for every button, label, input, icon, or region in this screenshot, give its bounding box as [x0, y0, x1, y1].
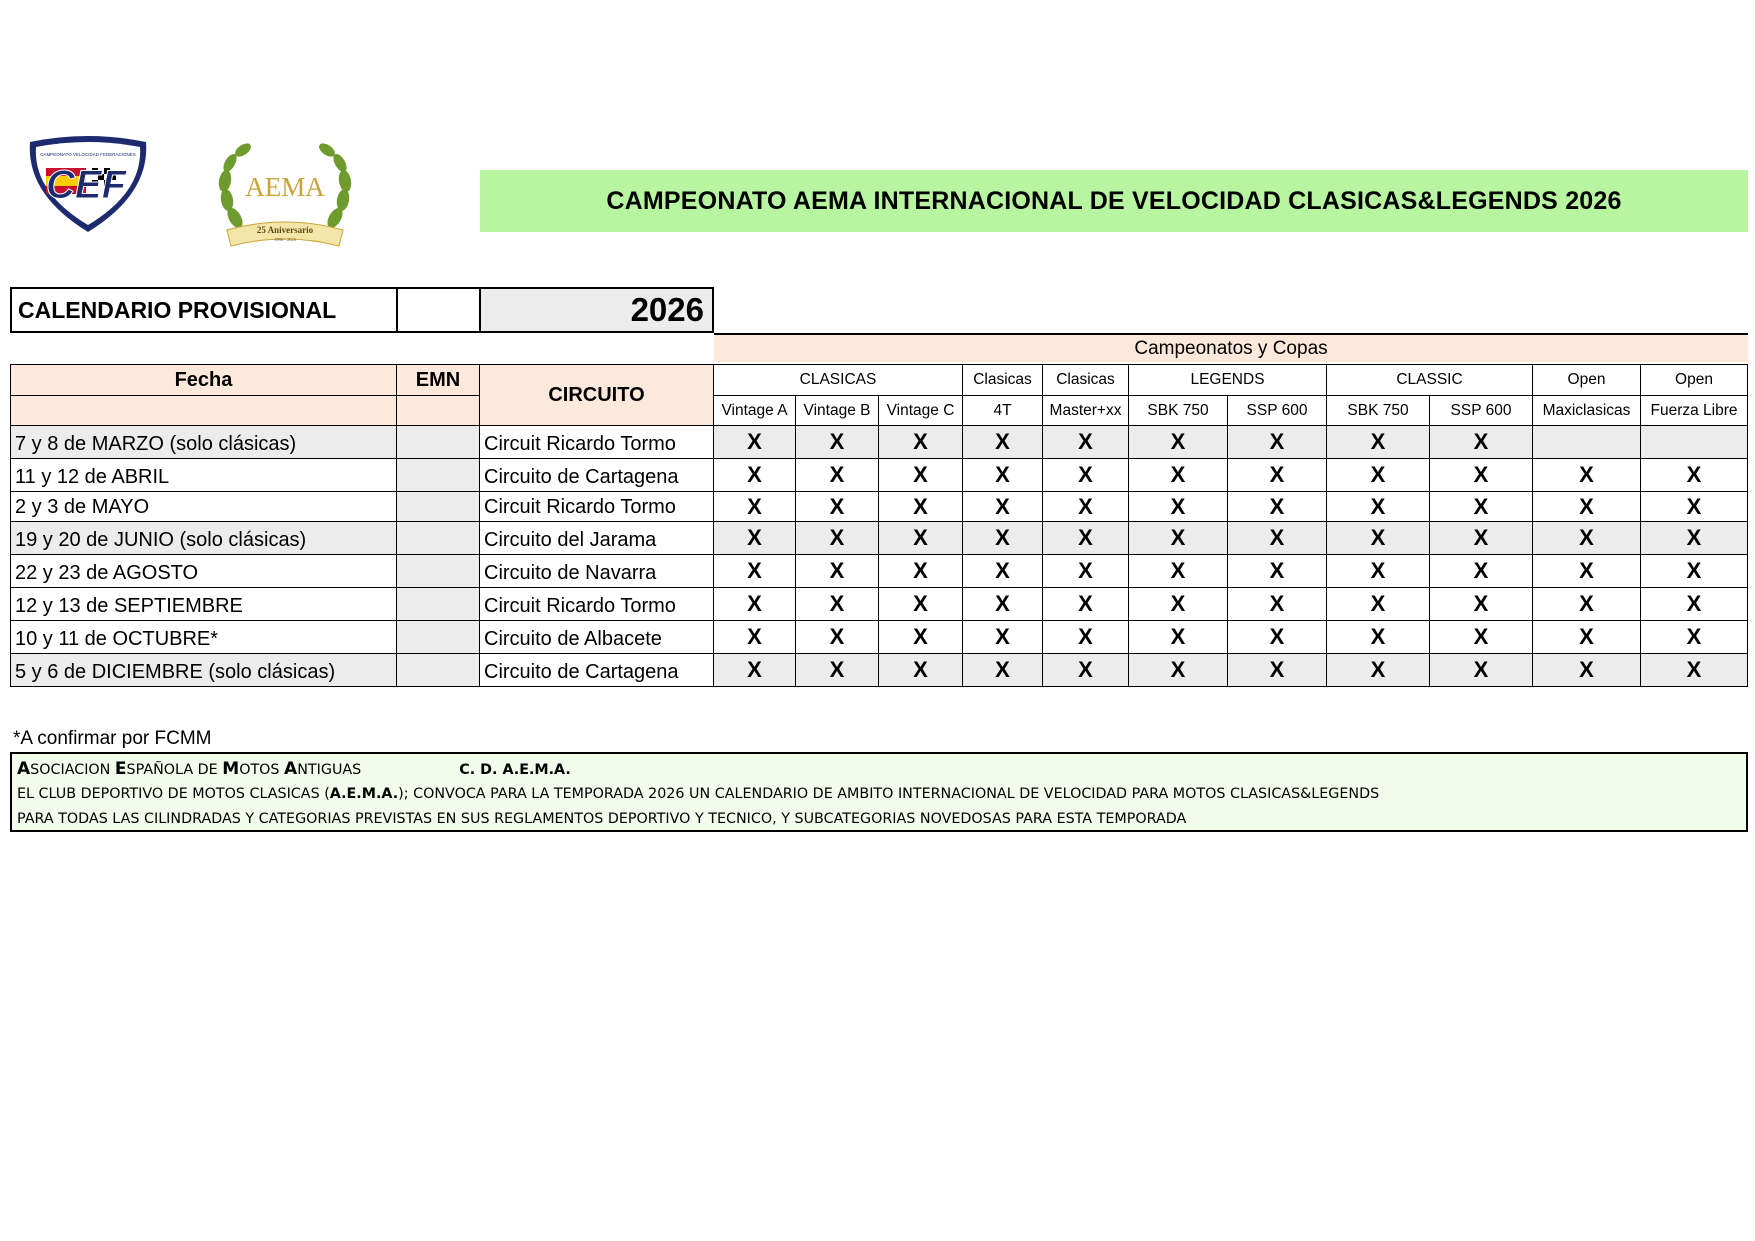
cell-mark: X	[963, 555, 1043, 588]
cell-mark: X	[1641, 588, 1748, 621]
cell-mark: X	[1430, 588, 1533, 621]
col-header-fecha: Fecha	[11, 365, 397, 396]
table-row	[11, 459, 1748, 492]
cef-logo	[22, 134, 154, 236]
cell-mark: X	[1129, 459, 1228, 492]
org-name-rest: SOCIACION	[30, 762, 115, 778]
cell-mark: X	[1641, 654, 1748, 687]
footnote: *A confirmar por FCMM	[13, 728, 212, 749]
org-name-initial: A	[284, 759, 298, 779]
cell-mark: X	[1533, 555, 1641, 588]
cell-mark: X	[796, 621, 879, 654]
cell-mark: X	[1641, 621, 1748, 654]
championships-header: Campeonatos y Copas	[714, 333, 1748, 362]
cell-mark	[1533, 426, 1641, 459]
group-header-clasicas: CLASICAS	[714, 365, 963, 396]
col-header-circuito: CIRCUITO	[480, 365, 714, 426]
cell-mark: X	[1327, 555, 1430, 588]
group-header-clasicas-master: Clasicas	[1043, 365, 1129, 396]
org-name-initial: E	[114, 759, 127, 779]
cell-mark: X	[714, 654, 796, 687]
category-header: SBK 750	[1129, 396, 1228, 426]
cell-mark: X	[796, 492, 879, 522]
cell-mark: X	[796, 654, 879, 687]
table-row	[11, 555, 1748, 588]
category-header: SSP 600	[1228, 396, 1327, 426]
aema-info-line-2	[17, 782, 1741, 807]
cell-mark: X	[1228, 654, 1327, 687]
cell-mark: X	[1430, 492, 1533, 522]
cell-mark: X	[879, 492, 963, 522]
calendar-year: 2026	[479, 287, 714, 333]
cell-mark: X	[796, 555, 879, 588]
cell-mark: X	[1641, 522, 1748, 555]
cell-mark: X	[1043, 555, 1129, 588]
cell-emn	[397, 555, 480, 588]
cell-mark: X	[1430, 459, 1533, 492]
org-name-initial: A	[17, 759, 31, 779]
cell-fecha: 12 y 13 de SEPTIEMBRE	[11, 588, 397, 621]
cell-fecha: 11 y 12 de ABRIL	[11, 459, 397, 492]
cell-circuito: Circuito de Albacete	[480, 621, 714, 654]
category-header: Maxiclasicas	[1533, 396, 1641, 426]
cell-mark: X	[1641, 555, 1748, 588]
cell-mark: X	[1228, 492, 1327, 522]
cell-mark: X	[796, 588, 879, 621]
cell-mark: X	[1327, 522, 1430, 555]
cell-fecha: 22 y 23 de AGOSTO	[11, 555, 397, 588]
cell-mark: X	[1129, 492, 1228, 522]
cell-circuito: Circuit Ricardo Tormo	[480, 492, 714, 522]
category-header: SSP 600	[1430, 396, 1533, 426]
calendar-label: CALENDARIO PROVISIONAL	[10, 287, 398, 333]
cell-mark: X	[879, 522, 963, 555]
cell-mark: X	[1043, 459, 1129, 492]
table-row	[11, 621, 1748, 654]
cell-circuito: Circuit Ricardo Tormo	[480, 588, 714, 621]
cell-circuito: Circuito de Navarra	[480, 555, 714, 588]
cell-mark: X	[1533, 588, 1641, 621]
cell-mark: X	[963, 654, 1043, 687]
table-row	[11, 588, 1748, 621]
aema-info-line-3: PARA TODAS LAS CILINDRADAS Y CATEGORIAS PREVISTAS EN SUS REGLAMENTOS DEPORTIVO Y TECNICO, Y SUBCATEGORIAS NOVEDOSAS PARA ESTA TEMPORADA	[17, 811, 1187, 827]
cell-emn	[397, 492, 480, 522]
line2-post: ); CONVOCA PARA LA TEMPORADA 2026 UN CALENDARIO DE AMBITO INTERNACIONAL DE VELOCIDAD PARA MOTOS CLASICAS&LEGENDS	[398, 786, 1380, 802]
cell-mark: X	[1228, 555, 1327, 588]
group-header-clasicas-4t: Clasicas	[963, 365, 1043, 396]
col-header-emn-blank	[397, 396, 480, 426]
cell-mark: X	[1129, 654, 1228, 687]
category-header: Vintage A	[714, 396, 796, 426]
cell-mark: X	[714, 459, 796, 492]
calendar-table	[10, 364, 1748, 687]
cell-circuito: Circuito del Jarama	[480, 522, 714, 555]
cell-mark: X	[1129, 588, 1228, 621]
cell-mark: X	[1043, 621, 1129, 654]
cell-mark: X	[714, 621, 796, 654]
cell-emn	[397, 621, 480, 654]
cell-mark: X	[1129, 621, 1228, 654]
cell-mark: X	[1327, 654, 1430, 687]
cell-mark: X	[879, 621, 963, 654]
cell-mark: X	[1043, 654, 1129, 687]
cell-mark: X	[1228, 459, 1327, 492]
cell-mark: X	[1533, 522, 1641, 555]
cell-mark: X	[963, 426, 1043, 459]
aema-info-line-1	[17, 757, 1741, 782]
title-banner	[480, 170, 1748, 232]
category-header: Vintage C	[879, 396, 963, 426]
cell-fecha: 10 y 11 de OCTUBRE*	[11, 621, 397, 654]
cell-mark: X	[963, 522, 1043, 555]
cell-mark: X	[963, 621, 1043, 654]
aema-info-box	[10, 752, 1748, 832]
cell-mark: X	[1430, 522, 1533, 555]
cell-mark: X	[1043, 588, 1129, 621]
cell-mark: X	[1228, 426, 1327, 459]
cell-mark: X	[714, 588, 796, 621]
table-row	[11, 492, 1748, 522]
page-title: CAMPEONATO AEMA INTERNACIONAL DE VELOCIDAD CLASICAS&LEGENDS 2026	[606, 186, 1622, 215]
group-header-open-libre: Open	[1641, 365, 1748, 396]
org-name-rest: SPAÑOLA DE	[126, 762, 223, 778]
cell-mark: X	[1129, 555, 1228, 588]
cell-mark: X	[879, 459, 963, 492]
cell-mark: X	[963, 459, 1043, 492]
cell-mark: X	[796, 459, 879, 492]
table-row	[11, 522, 1748, 555]
cell-mark: X	[1043, 492, 1129, 522]
cell-emn	[397, 459, 480, 492]
cell-mark: X	[1327, 426, 1430, 459]
col-header-fecha-blank	[11, 396, 397, 426]
cell-mark: X	[1641, 492, 1748, 522]
cell-mark: X	[1228, 621, 1327, 654]
line2-bold: A.E.M.A.	[329, 786, 399, 802]
cell-emn	[397, 426, 480, 459]
cell-mark: X	[1327, 621, 1430, 654]
cell-mark: X	[1228, 588, 1327, 621]
cell-mark: X	[1228, 522, 1327, 555]
cell-emn	[397, 654, 480, 687]
category-header: Fuerza Libre	[1641, 396, 1748, 426]
cell-mark: X	[1327, 492, 1430, 522]
cell-mark: X	[879, 426, 963, 459]
cell-mark: X	[1129, 426, 1228, 459]
cell-circuito: Circuito de Cartagena	[480, 654, 714, 687]
category-header: Master+xx	[1043, 396, 1129, 426]
col-header-emn: EMN	[397, 365, 480, 396]
cell-mark: X	[1430, 654, 1533, 687]
cell-mark: X	[796, 522, 879, 555]
cell-mark: X	[1430, 621, 1533, 654]
cell-emn	[397, 522, 480, 555]
group-header-classic: CLASSIC	[1327, 365, 1533, 396]
cell-mark: X	[963, 492, 1043, 522]
org-name-initial: M	[222, 759, 240, 779]
category-header: Vintage B	[796, 396, 879, 426]
cell-mark: X	[1533, 621, 1641, 654]
cell-mark: X	[714, 522, 796, 555]
table-row	[11, 654, 1748, 687]
org-name	[17, 759, 362, 779]
cell-fecha: 2 y 3 de MAYO	[11, 492, 397, 522]
cell-mark: X	[1327, 459, 1430, 492]
club-short-name: C. D. A.E.M.A.	[459, 762, 571, 778]
cell-mark: X	[879, 555, 963, 588]
cell-fecha: 19 y 20 de JUNIO (solo clásicas)	[11, 522, 397, 555]
cell-mark: X	[879, 588, 963, 621]
category-header: SBK 750	[1327, 396, 1430, 426]
org-name-rest: OTOS	[239, 762, 285, 778]
cell-mark: X	[1430, 555, 1533, 588]
cef-ring-text: CAMPEONATO VELOCIDAD FEDERACIONES	[40, 152, 136, 157]
cell-fecha: 5 y 6 de DICIEMBRE (solo clásicas)	[11, 654, 397, 687]
cell-mark: X	[714, 426, 796, 459]
cell-mark: X	[796, 426, 879, 459]
cell-emn	[397, 588, 480, 621]
cell-mark: X	[1129, 522, 1228, 555]
org-name-rest: NTIGUAS	[297, 762, 362, 778]
cell-circuito: Circuito de Cartagena	[480, 459, 714, 492]
aema-letters: AEMA	[245, 172, 325, 202]
cell-fecha: 7 y 8 de MARZO (solo clásicas)	[11, 426, 397, 459]
cell-mark: X	[714, 555, 796, 588]
cell-mark: X	[1533, 654, 1641, 687]
cell-mark: X	[1430, 426, 1533, 459]
cell-circuito: Circuit Ricardo Tormo	[480, 426, 714, 459]
cell-mark: X	[963, 588, 1043, 621]
category-header: 4T	[963, 396, 1043, 426]
aema-logo	[205, 138, 365, 256]
cell-mark: X	[1327, 588, 1430, 621]
aema-ribbon-text: 25 Aniversario	[256, 225, 314, 235]
cell-mark: X	[879, 654, 963, 687]
cell-mark: X	[1533, 459, 1641, 492]
table-row	[11, 426, 1748, 459]
cell-mark: X	[1641, 459, 1748, 492]
line2-pre: EL CLUB DEPORTIVO DE MOTOS CLASICAS (	[17, 786, 330, 802]
cef-letters: CEF	[46, 163, 126, 207]
calendar-blank-cell	[396, 287, 481, 333]
cell-mark: X	[714, 492, 796, 522]
group-header-legends: LEGENDS	[1129, 365, 1327, 396]
cell-mark: X	[1533, 492, 1641, 522]
aema-years: 1998 - 2023	[274, 237, 296, 242]
cell-mark: X	[1043, 522, 1129, 555]
cell-mark	[1641, 426, 1748, 459]
group-header-open-maxi: Open	[1533, 365, 1641, 396]
cell-mark: X	[1043, 426, 1129, 459]
